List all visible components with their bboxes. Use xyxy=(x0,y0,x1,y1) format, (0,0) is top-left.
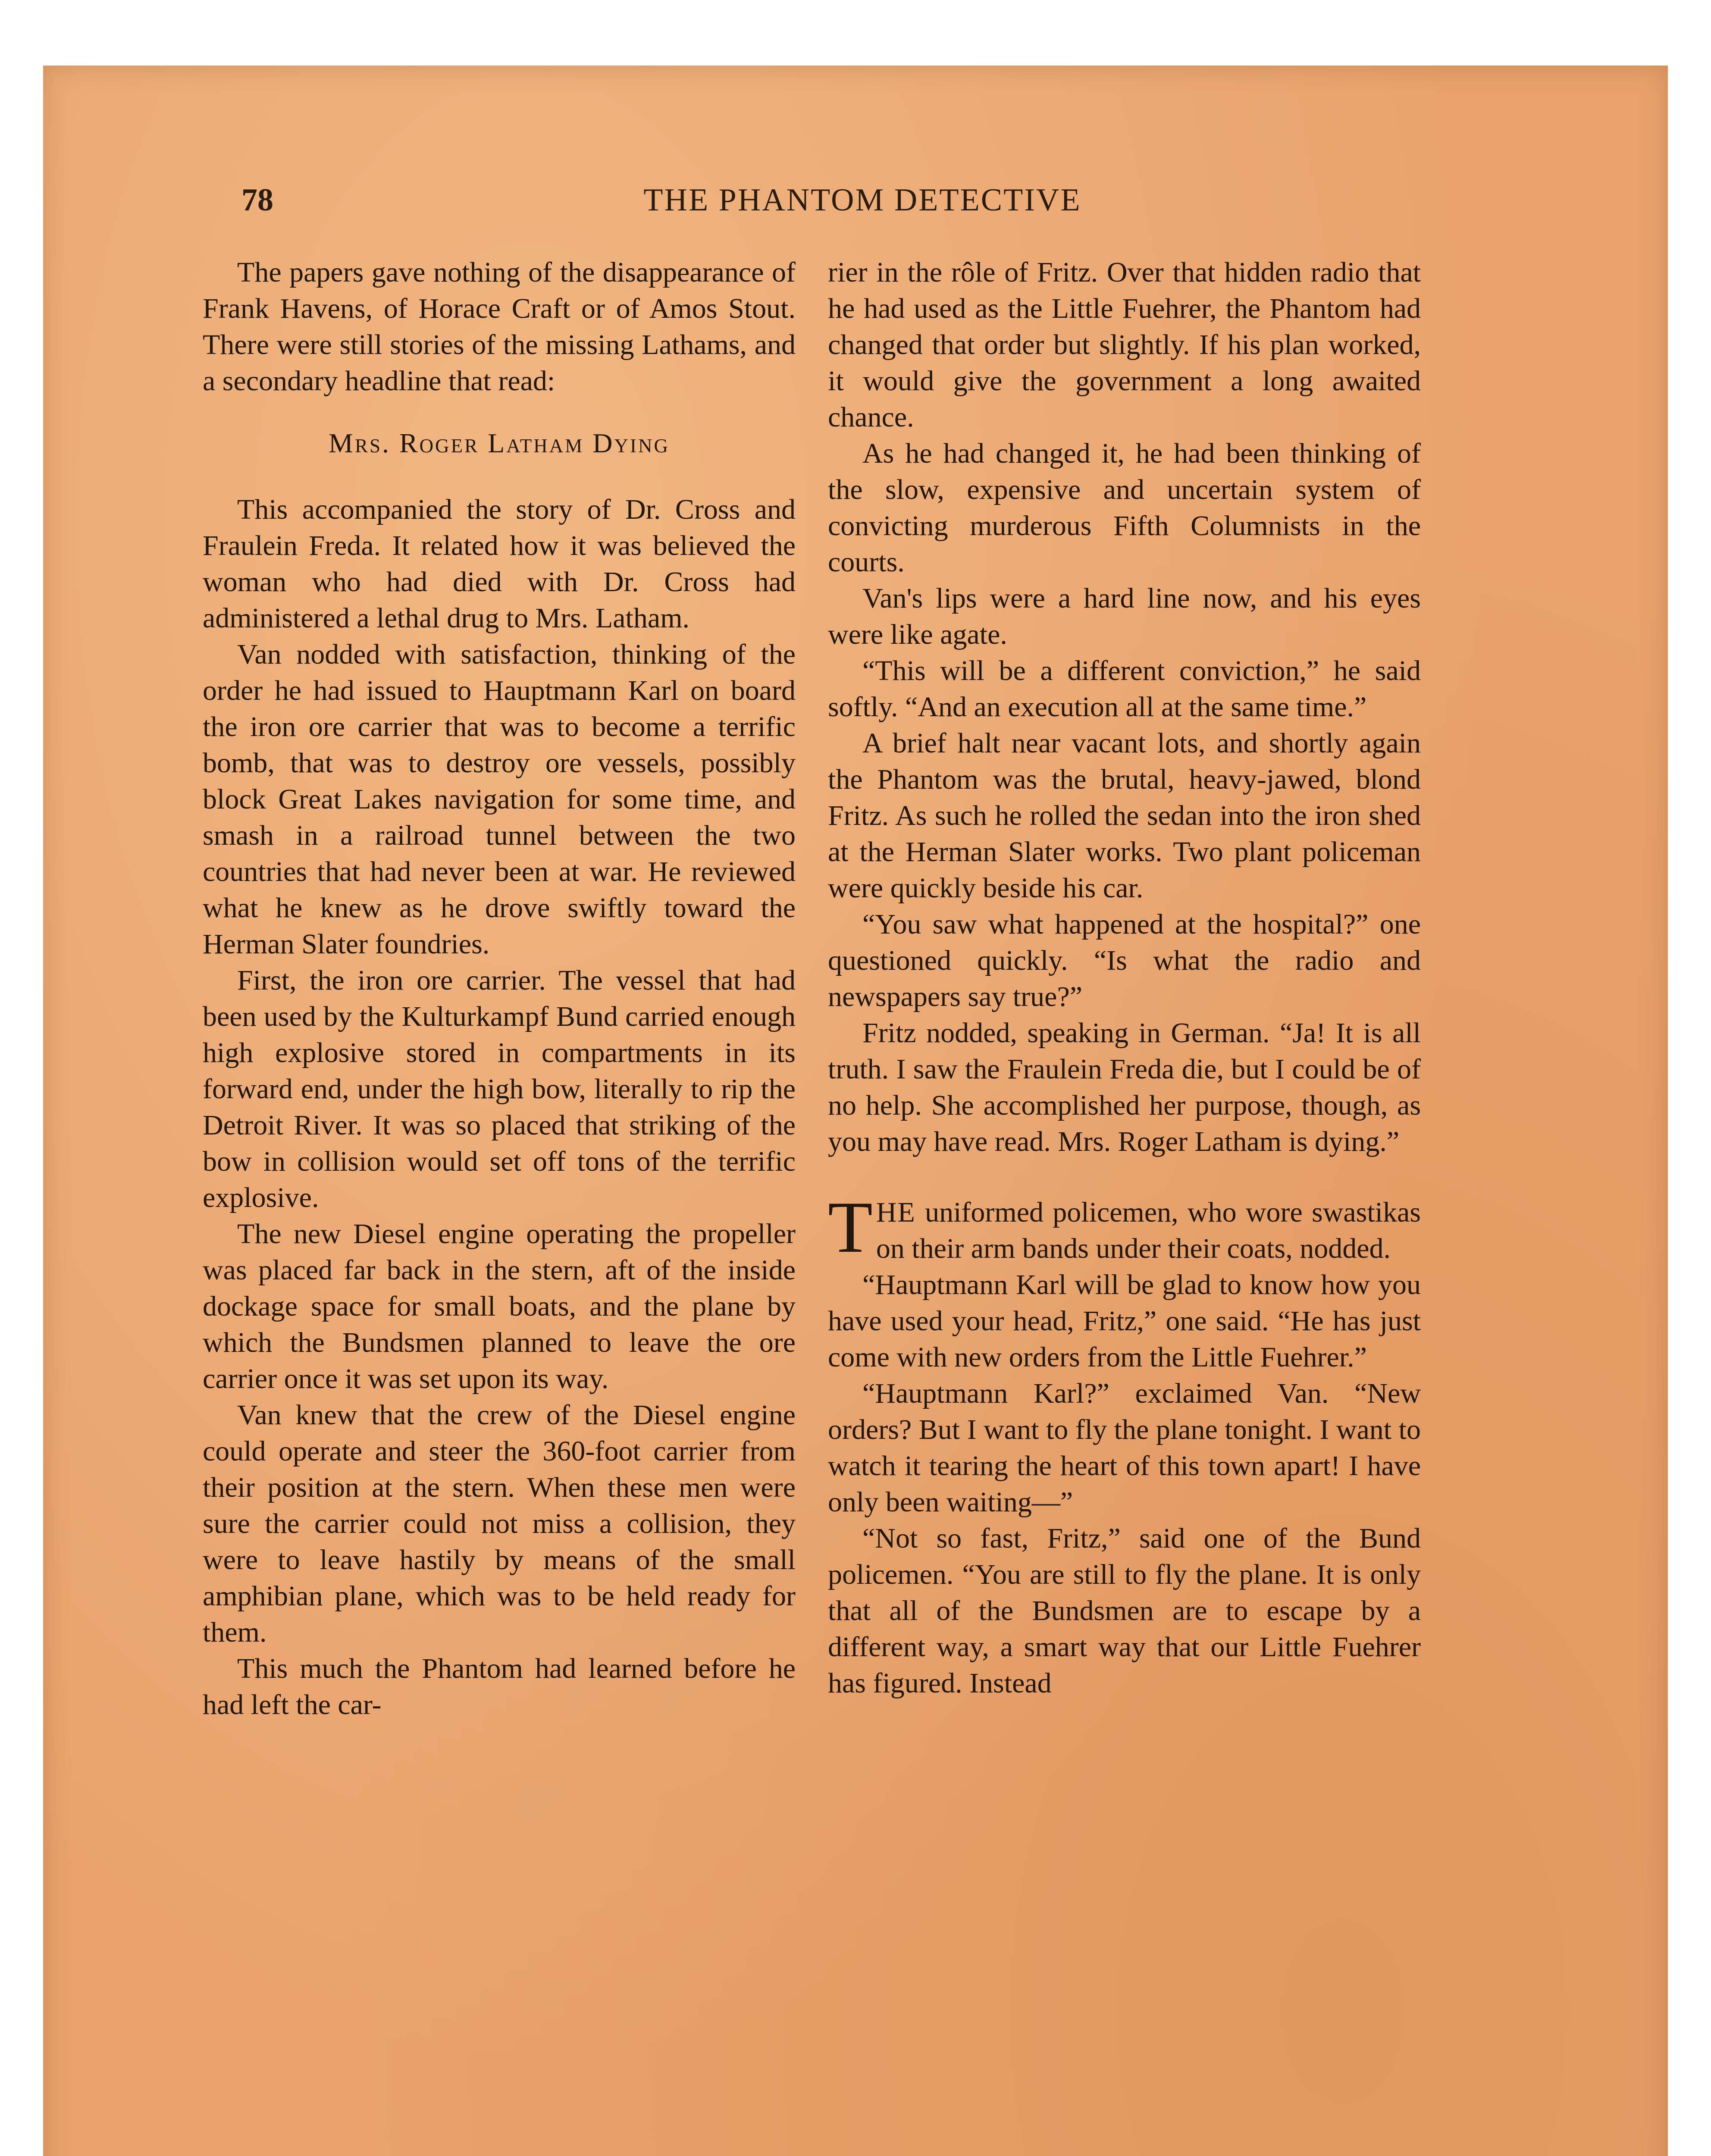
paragraph: “This will be a different conviction,” he said softly. “And an execution all at the same time.” xyxy=(828,655,1421,723)
paragraph: “Hauptmann Karl?” exclaimed Van. “New orders? But I want to fly the plane tonight. I want to watch it tearing the heart of this town apart! I have only been waiting—” xyxy=(828,1378,1421,1518)
paragraph: This much the Phantom had learned before he had left the car- xyxy=(203,1653,796,1720)
paragraph: rier in the rôle of Fritz. Over that hidden radio that he had used as the Little Fuehrer, the Phantom had changed that order but slightly. If his plan worked, it would give the government a long awaited chance. xyxy=(828,257,1421,433)
left-column xyxy=(203,254,796,1723)
section-break xyxy=(828,1160,1421,1194)
drop-cap: T xyxy=(828,1187,873,1268)
paragraph: First, the iron ore carrier. The vessel that had been used by the Kulturkampf Bund carried enough high explosive stored in compartments in its forward end, under the high bow, literally to rip the Detroit River. It was so placed that striking of the bow in collision would set off tons of the terrific explosive. xyxy=(203,965,796,1213)
paragraph: Fritz nodded, speaking in German. “Ja! It is all truth. I saw the Fraulein Freda die, but I could be of no help. She accomplished her purpose, though, as you may have read. Mrs. Roger Latham is dying.” xyxy=(828,1017,1421,1157)
paragraph: As he had changed it, he had been thinking of the slow, expensive and uncertain system of convicting murderous Fifth Columnists in the courts. xyxy=(828,438,1421,578)
secondary-headline: Mrs. Roger Latham Dying xyxy=(329,428,670,458)
paragraph: The new Diesel engine operating the propeller was placed far back in the stern, aft of the inside dockage space for small boats, and the plane by which the Bundsmen planned to leave the ore carrier once it was set upon its way. xyxy=(203,1218,796,1395)
paragraph: This accompanied the story of Dr. Cross and Fraulein Freda. It related how it was believed the woman who had died with Dr. Cross had administered a lethal drug to Mrs. Latham. xyxy=(203,494,796,634)
right-column xyxy=(828,254,1421,1702)
page-number: 78 xyxy=(241,182,273,218)
page-header xyxy=(241,182,1483,229)
paragraph: Van's lips were a hard line now, and his eyes were like agate. xyxy=(828,583,1421,650)
paragraph-dropcap xyxy=(828,1187,1421,1268)
drop-cap-continuation: HE xyxy=(876,1197,916,1228)
paragraph-text: uniformed policemen, who wore swastikas on their arm bands under their coats, nodded. xyxy=(876,1197,1421,1264)
paragraph: Van knew that the crew of the Diesel engine could operate and steer the 360-foot carrier from their position at the stern. When these men were sure the carrier could not miss a collision, they were to leave hastily by means of the small amphibian plane, which was to be held ready for them. xyxy=(203,1399,796,1648)
paragraph: “Hauptmann Karl will be glad to know how you have used your head, Fritz,” one said. “He has just come with new orders from the Little Fuehrer.” xyxy=(828,1269,1421,1373)
paragraph: The papers gave nothing of the disappearance of Frank Havens, of Horace Craft or of Amos Stout. There were still stories of the missing Lathams, and a secondary headline that read: xyxy=(203,257,796,397)
paragraph: A brief halt near vacant lots, and shortly again the Phantom was the brutal, heavy-jawed, blond Fritz. As such he rolled the sedan into the iron shed at the Herman Slater works. Two plant policeman were quickly beside his car. xyxy=(828,727,1421,904)
paragraph: Van nodded with satisfaction, thinking of the order he had issued to Hauptmann Karl on board the iron ore carrier that was to become a terrific bomb, that was to destroy ore vessels, possibly block Great Lakes navigation for some time, and smash in a railroad tunnel between the two countries that had never been at war. He reviewed what he knew as he drove swiftly toward the Herman Slater foundries. xyxy=(203,639,796,960)
running-title: THE PHANTOM DETECTIVE xyxy=(643,182,1081,218)
paragraph: “Not so fast, Fritz,” said one of the Bund policemen. “You are still to fly the plane. It is only that all of the Bundsmen are to escape by a different way, a smart way that our Little Fuehrer has figured. Instead xyxy=(828,1523,1421,1699)
paragraph: “You saw what happened at the hospital?” one questioned quickly. “Is what the radio and newspapers say true?” xyxy=(828,909,1421,1012)
